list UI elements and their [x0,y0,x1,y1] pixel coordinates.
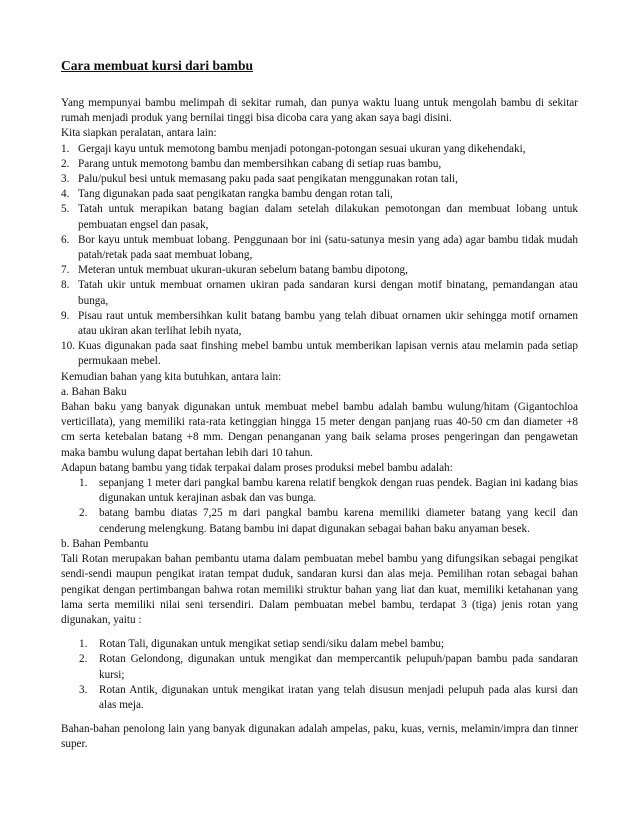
list-item-text: Meteran untuk membuat ukuran-ukuran sebelum batang bambu dipotong, [78,264,408,277]
list-item-text: batang bambu diatas 7,25 m dari pangkal bambu karena memiliki diameter batang yang kecil dan cenderung melengkung. Batang bambu ini dapat digunakan sebagai bahan baku anyaman besek. [99,507,578,535]
list-item-number: 3. [61,173,70,186]
list-item [61,278,578,308]
list-item [61,142,578,157]
list-item [61,157,578,172]
list-item [61,187,578,202]
bahan-baku-paragraph: Bahan baku yang banyak digunakan untuk membuat mebel bambu adalah bambu wulung/hitam (Gigantochloa verticillata), yang memiliki rata-rata ketinggian hingga 15 meter dengan panjang ruas 40-50 cm dan diameter +8 cm serta ketebalan batang +8 mm. Dengan penanganan yang baik selama proses pengeringan dan pengawetan maka bambu wulung dapat bertahan lebih dari 10 tahun. [61,401,578,459]
list-item [61,202,578,232]
list-item-text: Bor kayu untuk membuat lobang. Penggunaan bor ini (satu-satunya mesin yang ada) agar bambu tidak mudah patah/retak pada saat membuat lobang, [78,233,578,262]
list-item-text: Tang digunakan pada saat pengikatan rangka bambu dengan rotan tali, [78,188,393,201]
list-item-text: Parang untuk memotong bambu dan membersihkan cabang di setiap ruas bambu, [78,157,442,170]
list-item-number: 3. [79,683,88,696]
unused-intro: Adapun batang bambu yang tidak terpakai dalam proses produksi mebel bambu adalah: [61,461,453,474]
list-item-number: 8. [61,279,70,292]
spacer [61,713,578,722]
list-item-text: Tatah untuk merapikan batang bagian dalam setelah dilakukan pemotongan dan membuat lobang untuk pembuatan engsel dan pasak, [78,203,578,231]
list-item [79,476,578,506]
document-body [61,96,578,753]
spacer [61,628,578,637]
list-item-text: sepanjang 1 meter dari pangkal bambu karena relatif bengkok dengan ruas pendek. Bagian ini kadang bias digunakan untuk kerajinan asbak dan vas bunga. [99,477,578,505]
list-item [61,233,578,263]
list-item [79,506,578,536]
bahan-baku-heading: a. Bahan Baku [61,385,127,398]
list-item-number: 1. [79,477,88,490]
list-item-number: 2. [79,507,88,520]
list-item-text: Rotan Gelondong, digunakan untuk mengikat dan mempercantik pelupuh/papan bambu pada sandaran kursi; [99,653,578,681]
list-item-number: 2. [79,653,88,666]
list-item-text: Rotan Antik, digunakan untuk mengikat iratan yang telah disusun menjadi pelupuh pada alas kursi dan alas meja. [99,683,578,711]
list-item-text: Kuas digunakan pada saat finshing mebel bambu untuk memberikan lapisan vernis atau melamin pada setiap permukaan mebel. [78,340,578,368]
list-item-text: Gergaji kayu untuk memotong bambu menjadi potongan-potongan sesuai ukuran yang dikehendaki, [78,142,526,155]
list-item [61,339,578,369]
list-item-number: 1. [61,142,70,155]
list-item [61,263,578,278]
tools-intro: Kita siapkan peralatan, antara lain: [61,127,217,140]
list-item [79,683,578,713]
unused-bamboo-list [61,476,578,537]
list-item [79,637,578,652]
list-item-text: Palu/pukul besi untuk memasang paku pada saat pengikatan menggunakan rotan tali, [78,173,458,186]
intro-paragraph: Yang mempunyai bambu melimpah di sekitar rumah, dan punya waktu luang untuk mengolah bambu di sekitar rumah menjadi produk yang bernilai tinggi bisa dicoba cara yang akan saya bagi disini. [61,97,578,125]
list-item-number: 10. [61,340,75,353]
list-item-number: 2. [61,157,70,170]
materials-intro: Kemudian bahan yang kita butuhkan, antara lain: [61,370,282,383]
list-item-text: Pisau raut untuk membersihkan kulit batang bambu yang telah dibuat ornamen ukir sehingga motif ornamen atau ukiran akan terlihat lebih nyata, [78,309,578,338]
list-item-text: Tatah ukir untuk membuat ornamen ukiran pada sandaran kursi dengan motif binatang, pemandangan atau bunga, [78,279,578,307]
bahan-pembantu-paragraph: Tali Rotan merupakan bahan pembantu utama dalam pembuatan mebel bambu yang difungsikan sebagai pengikat sendi-sendi maupun pengikat iratan tempat duduk, sandaran kursi dan alas meja. Pemilihan rotan sebagai bahan pengikat dengan pertimbangan bahwa rotan memiliki struktur bahan yang liat dan kuat, memiliki ketahanan yang lama serta memiliki nilai seni tersendiri. Dalam pembuatan mebel bambu, terdapat 3 (tiga) jenis rotan yang digunakan, yaitu : [61,553,578,626]
list-item-number: 5. [61,203,70,216]
document-title: Cara membuat kursi dari bambu [61,58,254,73]
list-item-number: 1. [79,638,88,651]
list-item-text: Rotan Tali, digunakan untuk mengikat setiap sendi/siku dalam mebel bambu; [99,638,445,651]
list-item-number: 9. [61,309,70,322]
list-item-number: 4. [61,188,70,201]
rattan-types-list [61,637,578,713]
closing-paragraph: Bahan-bahan penolong lain yang banyak digunakan adalah ampelas, paku, kuas, vernis, melamin/impra dan tinner super. [61,723,578,751]
list-item [79,652,578,682]
list-item [61,172,578,187]
tools-list [61,142,578,370]
list-item [61,309,578,339]
list-item-number: 6. [61,233,70,246]
bahan-pembantu-heading: b. Bahan Pembantu [61,537,149,550]
list-item-number: 7. [61,264,70,277]
